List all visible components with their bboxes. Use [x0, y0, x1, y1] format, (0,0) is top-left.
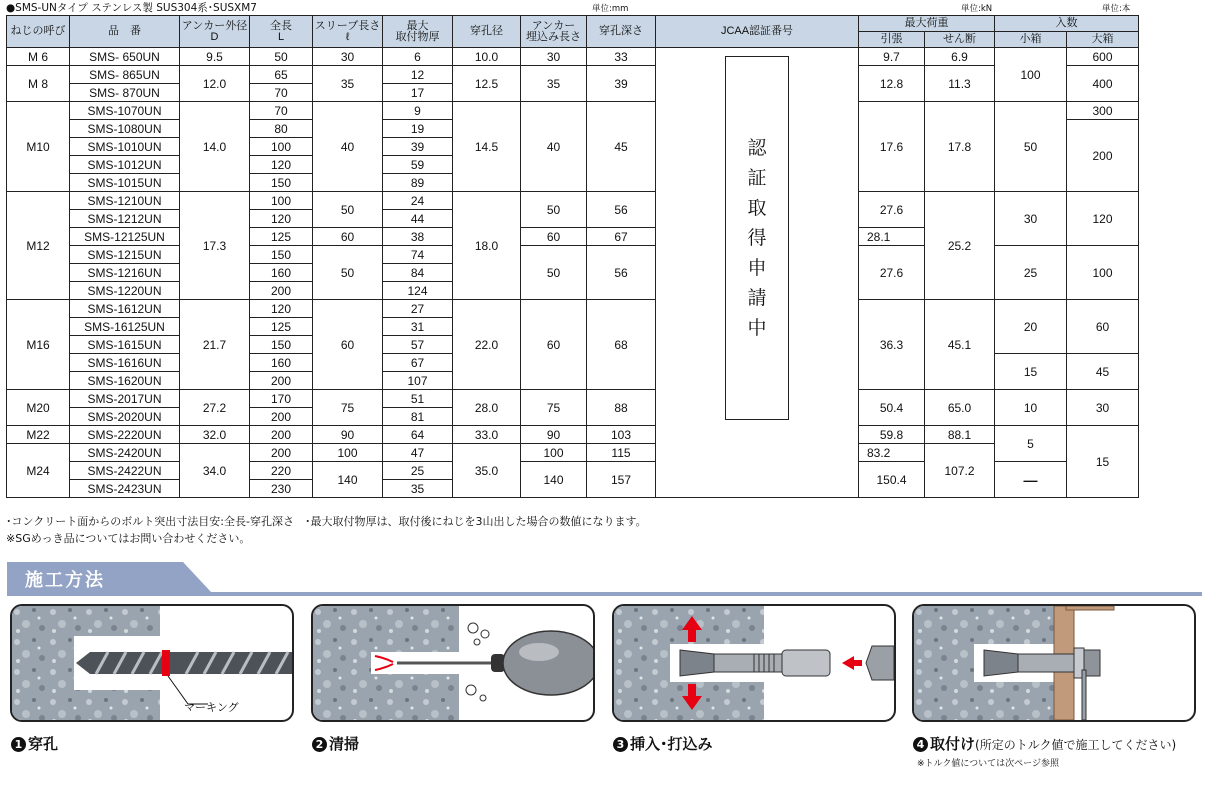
od-cell: 21.7	[180, 300, 250, 390]
thread-cell: M12	[7, 192, 70, 300]
depth-cell: 68	[587, 300, 656, 390]
step4-subtext: (所定のトルク値で施工してください)	[975, 738, 1177, 752]
table-row	[7, 48, 1139, 66]
table-row	[7, 300, 1139, 318]
col-length-label: 全長	[270, 19, 292, 32]
maxfix-cell: 51	[383, 390, 453, 408]
od-cell: 34.0	[180, 444, 250, 498]
table-row	[7, 102, 1139, 120]
col-anchor-od	[180, 16, 250, 48]
maxfix-cell: 38	[383, 228, 453, 246]
part-cell: SMS-1015UN	[70, 174, 180, 192]
length-cell: 50	[250, 48, 313, 66]
tension-cell: 27.6	[859, 246, 925, 300]
jcaa-char: 取	[747, 197, 767, 219]
od-cell: 12.0	[180, 66, 250, 102]
length-cell: 150	[250, 174, 313, 192]
shear-cell: 65.0	[925, 390, 995, 426]
note-line-1: ･コンクリート面からのボルト突出寸法目安:全長-穿孔深さ ･最大取付物厚は、取付後にねじを3山出した場合の数値になります。	[6, 515, 647, 528]
od-cell: 14.0	[180, 102, 250, 192]
tension-cell: 12.8	[859, 66, 925, 102]
tension-cell: 9.7	[859, 48, 925, 66]
maxfix-cell: 47	[383, 444, 453, 462]
part-cell: SMS-1080UN	[70, 120, 180, 138]
embed-cell: 90	[521, 426, 587, 444]
hole-cell: 22.0	[453, 300, 521, 390]
maxfix-cell: 59	[383, 156, 453, 174]
hole-cell: 14.5	[453, 102, 521, 192]
large-box-cell: 45	[1067, 354, 1139, 390]
step4-number: 4	[913, 737, 928, 752]
large-box-cell: 300	[1067, 102, 1139, 120]
step4-illustration	[912, 604, 1196, 722]
part-cell: SMS-12125UN	[70, 228, 180, 246]
depth-cell: 157	[587, 462, 656, 498]
part-cell: SMS- 865UN	[70, 66, 180, 84]
jcaa-char: 得	[747, 227, 767, 249]
od-cell: 9.5	[180, 48, 250, 66]
hole-cell: 35.0	[453, 444, 521, 498]
thread-cell: M16	[7, 300, 70, 390]
maxfix-cell: 74	[383, 246, 453, 264]
col-max-load: 最大荷重	[859, 16, 995, 32]
step3-number: 3	[613, 737, 628, 752]
part-cell: SMS-1612UN	[70, 300, 180, 318]
hole-cell: 28.0	[453, 390, 521, 426]
maxfix-cell: 124	[383, 282, 453, 300]
step2-illustration	[311, 604, 595, 722]
maxfix-cell: 35	[383, 480, 453, 498]
small-box-cell: 50	[995, 102, 1067, 192]
drill-bit-icon	[76, 650, 292, 676]
drill-illustration	[12, 606, 292, 720]
step1-number: 1	[11, 737, 26, 752]
part-cell: SMS- 650UN	[70, 48, 180, 66]
large-box-cell: 15	[1067, 426, 1139, 498]
tension-cell: 150.4	[859, 462, 925, 498]
length-cell: 125	[250, 318, 313, 336]
part-cell: SMS-1220UN	[70, 282, 180, 300]
maxfix-cell: 39	[383, 138, 453, 156]
maxfix-cell: 27	[383, 300, 453, 318]
part-cell: SMS-2020UN	[70, 408, 180, 426]
maxfix-cell: 64	[383, 426, 453, 444]
step3-label	[613, 733, 713, 754]
col-embed-line1: アンカー	[531, 19, 576, 32]
part-cell: SMS-2220UN	[70, 426, 180, 444]
tension-cell: 83.2	[859, 444, 925, 462]
thread-cell: M 6	[7, 48, 70, 66]
small-box-cell: 25	[995, 246, 1067, 300]
length-cell: 200	[250, 282, 313, 300]
embed-cell: 30	[521, 48, 587, 66]
small-box-cell: —	[995, 462, 1067, 498]
maxfix-cell: 84	[383, 264, 453, 282]
col-length-symbol: L	[277, 30, 285, 43]
anchor-icon	[680, 650, 830, 676]
jcaa-char: 認	[747, 137, 767, 159]
part-cell: SMS-1012UN	[70, 156, 180, 174]
blower-illustration	[313, 606, 593, 720]
col-tension: 引張	[859, 32, 925, 48]
col-anchor-od-symbol: D	[210, 30, 219, 43]
part-cell: SMS-2422UN	[70, 462, 180, 480]
thread-cell: M 8	[7, 66, 70, 102]
large-box-cell: 100	[1067, 246, 1139, 300]
length-cell: 200	[250, 408, 313, 426]
hole-cell: 12.5	[453, 66, 521, 102]
step3-text: 挿入･打込み	[630, 735, 713, 753]
hole-cell: 18.0	[453, 192, 521, 300]
col-shear: せん断	[925, 32, 995, 48]
large-box-cell: 60	[1067, 300, 1139, 354]
shear-cell: 45.1	[925, 300, 995, 390]
part-cell: SMS-1010UN	[70, 138, 180, 156]
embed-cell: 60	[521, 228, 587, 246]
part-cell: SMS-1616UN	[70, 354, 180, 372]
maxfix-cell: 44	[383, 210, 453, 228]
tension-cell: 59.8	[859, 426, 925, 444]
shear-cell: 6.9	[925, 48, 995, 66]
maxfix-cell: 57	[383, 336, 453, 354]
sleeve-cell: 35	[313, 66, 383, 102]
maxfix-cell: 17	[383, 84, 453, 102]
part-cell: SMS-1620UN	[70, 372, 180, 390]
maxfix-cell: 89	[383, 174, 453, 192]
length-cell: 160	[250, 354, 313, 372]
sleeve-cell: 30	[313, 48, 383, 66]
length-cell: 150	[250, 336, 313, 354]
part-cell: SMS-1615UN	[70, 336, 180, 354]
embed-cell: 75	[521, 390, 587, 426]
col-qty: 入数	[995, 16, 1139, 32]
step1-text: 穿孔	[28, 735, 59, 753]
table-row	[7, 390, 1139, 408]
hammer-arrow-icon	[842, 656, 862, 670]
maxfix-cell: 81	[383, 408, 453, 426]
small-box-cell: 10	[995, 390, 1067, 426]
length-cell: 70	[250, 84, 313, 102]
maxfix-cell: 107	[383, 372, 453, 390]
depth-cell: 115	[587, 444, 656, 462]
small-box-cell: 20	[995, 300, 1067, 354]
sleeve-cell: 140	[313, 462, 383, 498]
col-max-fix-line1: 最大	[406, 19, 429, 32]
length-cell: 220	[250, 462, 313, 480]
col-hole-dia: 穿孔径	[453, 16, 521, 48]
tension-cell: 50.4	[859, 390, 925, 426]
torque-footnote: ※トルク値については次ページ参照	[917, 759, 1060, 769]
tension-cell: 17.6	[859, 102, 925, 192]
sleeve-cell: 100	[313, 444, 383, 462]
part-cell: SMS-2420UN	[70, 444, 180, 462]
sleeve-cell: 60	[313, 300, 383, 390]
od-cell: 17.3	[180, 192, 250, 300]
sleeve-cell: 75	[313, 390, 383, 426]
large-box-cell: 600	[1067, 48, 1139, 66]
jcaa-cell	[656, 48, 859, 498]
tension-cell: 36.3	[859, 300, 925, 390]
shear-cell: 11.3	[925, 66, 995, 102]
section-title: 施工方法	[25, 570, 105, 591]
large-box-cell: 200	[1067, 120, 1139, 192]
length-cell: 120	[250, 300, 313, 318]
maxfix-cell: 6	[383, 48, 453, 66]
col-part-no: 品 番	[70, 16, 180, 48]
thread-cell: M20	[7, 390, 70, 426]
sleeve-cell: 60	[313, 228, 383, 246]
shear-cell: 88.1	[925, 426, 995, 444]
col-small-box: 小箱	[995, 32, 1067, 48]
part-cell: SMS-2017UN	[70, 390, 180, 408]
maxfix-cell: 12	[383, 66, 453, 84]
small-box-cell: 5	[995, 426, 1067, 462]
length-cell: 125	[250, 228, 313, 246]
jcaa-char: 証	[747, 167, 767, 189]
step3-illustration	[612, 604, 896, 722]
table-caption	[6, 0, 1220, 14]
small-box-cell: 100	[995, 48, 1067, 102]
maxfix-cell: 24	[383, 192, 453, 210]
jcaa-pending-box	[725, 56, 789, 420]
col-thread: ねじの呼び	[7, 16, 70, 48]
embed-cell: 35	[521, 66, 587, 102]
step4-text: 取付け	[930, 735, 976, 753]
tension-cell: 27.6	[859, 192, 925, 228]
length-cell: 65	[250, 66, 313, 84]
large-box-cell: 30	[1067, 390, 1139, 426]
step2-label	[312, 733, 359, 754]
depth-cell: 39	[587, 66, 656, 102]
large-box-cell: 120	[1067, 192, 1139, 246]
col-hole-depth: 穿孔深さ	[587, 16, 656, 48]
jcaa-char: 申	[747, 257, 767, 279]
spec-table	[6, 15, 1139, 498]
depth-cell: 88	[587, 390, 656, 426]
col-embed-line2: 埋込み長さ	[526, 30, 581, 43]
embed-cell: 40	[521, 102, 587, 192]
sleeve-cell: 40	[313, 102, 383, 192]
sleeve-cell: 90	[313, 426, 383, 444]
depth-cell: 67	[587, 228, 656, 246]
insert-illustration	[614, 606, 894, 720]
shear-cell: 107.2	[925, 444, 995, 498]
length-cell: 120	[250, 156, 313, 174]
jcaa-char: 請	[747, 287, 767, 309]
table-row	[7, 444, 1139, 462]
col-max-fix	[383, 16, 453, 48]
col-sleeve-symbol: ℓ	[345, 30, 350, 43]
part-cell: SMS-1216UN	[70, 264, 180, 282]
shear-cell: 25.2	[925, 192, 995, 300]
table-row	[7, 426, 1139, 444]
col-sleeve	[313, 16, 383, 48]
col-sleeve-label: スリーブ長さ	[314, 19, 381, 32]
table-row	[7, 66, 1139, 84]
small-box-cell: 30	[995, 192, 1067, 246]
thread-cell: M22	[7, 426, 70, 444]
tension-cell: 28.1	[859, 228, 925, 246]
length-cell: 170	[250, 390, 313, 408]
marking-callout: マーキング	[184, 701, 239, 714]
part-cell: SMS-16125UN	[70, 318, 180, 336]
thread-cell: M10	[7, 102, 70, 192]
length-cell: 230	[250, 480, 313, 498]
col-large-box: 大箱	[1067, 32, 1139, 48]
blower-bulb-icon	[503, 631, 593, 695]
length-cell: 200	[250, 426, 313, 444]
embed-cell: 50	[521, 192, 587, 228]
hammer-icon	[866, 646, 894, 680]
length-cell: 100	[250, 138, 313, 156]
step2-number: 2	[312, 737, 327, 752]
col-max-fix-line2: 取付物厚	[395, 30, 440, 43]
od-cell: 32.0	[180, 426, 250, 444]
maxfix-cell: 9	[383, 102, 453, 120]
thread-cell: M24	[7, 444, 70, 498]
maxfix-cell: 67	[383, 354, 453, 372]
part-cell: SMS-1210UN	[70, 192, 180, 210]
length-cell: 150	[250, 246, 313, 264]
step1-illustration	[10, 604, 294, 722]
part-cell: SMS-1212UN	[70, 210, 180, 228]
sleeve-cell: 50	[313, 192, 383, 228]
length-cell: 80	[250, 120, 313, 138]
step4-label	[913, 733, 1176, 754]
length-cell: 100	[250, 192, 313, 210]
col-embed	[521, 16, 587, 48]
shear-cell: 17.8	[925, 102, 995, 192]
hole-cell: 33.0	[453, 426, 521, 444]
embed-cell: 60	[521, 300, 587, 390]
maxfix-cell: 31	[383, 318, 453, 336]
length-cell: 200	[250, 444, 313, 462]
depth-cell: 103	[587, 426, 656, 444]
step2-text: 清掃	[329, 735, 360, 753]
part-cell: SMS-1070UN	[70, 102, 180, 120]
hole-cell: 10.0	[453, 48, 521, 66]
unit-kn-label: 単位:kN	[961, 4, 993, 14]
depth-cell: 56	[587, 192, 656, 228]
depth-cell: 56	[587, 246, 656, 300]
maxfix-cell: 25	[383, 462, 453, 480]
col-length	[250, 16, 313, 48]
depth-cell: 33	[587, 48, 656, 66]
unit-pcs-label: 単位:本	[1102, 4, 1131, 14]
length-cell: 160	[250, 264, 313, 282]
length-cell: 70	[250, 102, 313, 120]
embed-cell: 50	[521, 246, 587, 300]
section-rule	[7, 592, 1202, 596]
table-row	[7, 192, 1139, 210]
col-jcaa: JCAA認証番号	[656, 16, 859, 48]
depth-cell: 45	[587, 102, 656, 192]
length-cell: 120	[250, 210, 313, 228]
embed-cell: 100	[521, 444, 587, 462]
length-cell: 200	[250, 372, 313, 390]
sleeve-cell: 50	[313, 246, 383, 300]
step1-label	[11, 733, 58, 754]
fasten-illustration	[914, 606, 1194, 720]
note-line-2: ※SGめっき品についてはお問い合わせください。	[6, 532, 251, 545]
part-cell: SMS- 870UN	[70, 84, 180, 102]
unit-mm-label: 単位:mm	[592, 4, 629, 14]
large-box-cell: 400	[1067, 66, 1139, 102]
part-cell: SMS-1215UN	[70, 246, 180, 264]
maxfix-cell: 19	[383, 120, 453, 138]
part-cell: SMS-2423UN	[70, 480, 180, 498]
table-title: ●SMS-UNタイプ ステンレス製 SUS304系･SUSXM7	[6, 2, 257, 14]
col-anchor-od-label: アンカー外径	[181, 19, 248, 32]
section-header	[7, 562, 1202, 596]
embed-cell: 140	[521, 462, 587, 498]
od-cell: 27.2	[180, 390, 250, 426]
small-box-cell: 15	[995, 354, 1067, 390]
jcaa-char: 中	[747, 317, 767, 339]
